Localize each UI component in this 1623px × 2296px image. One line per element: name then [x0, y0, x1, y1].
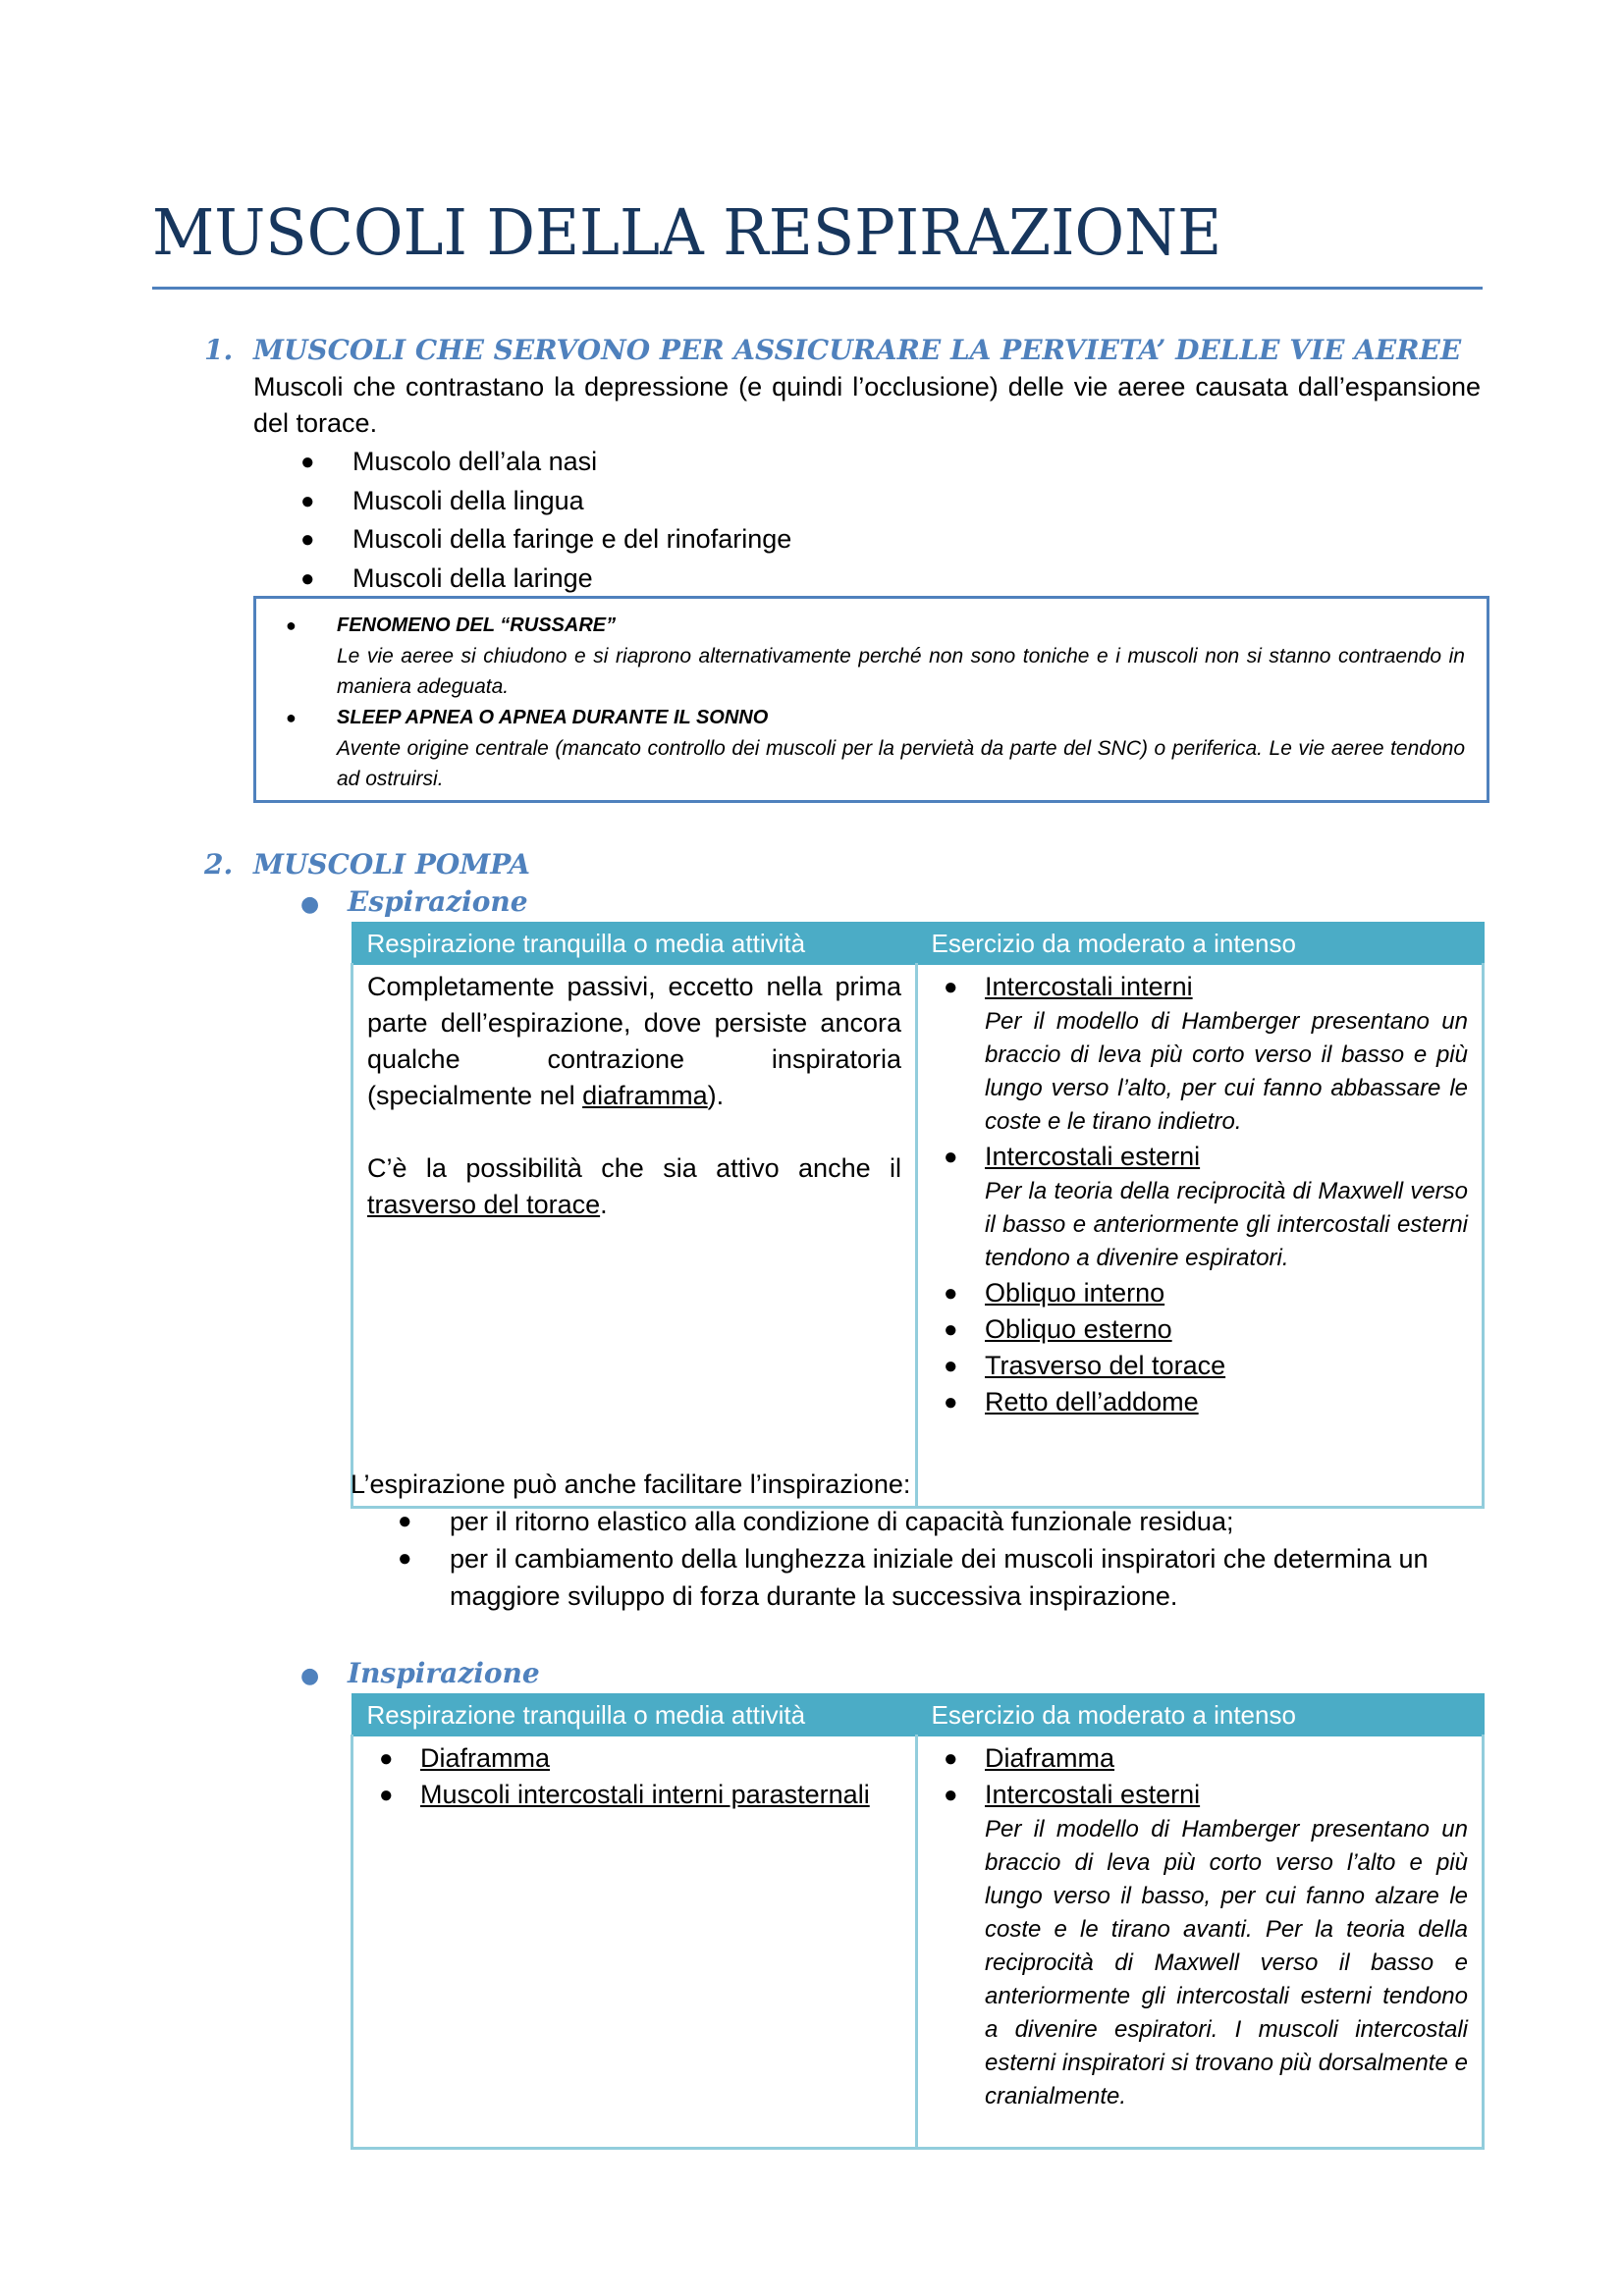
info-box [253, 596, 1489, 803]
bullet-icon: ● [944, 1353, 958, 1379]
box-item-text: Avente origine centrale (mancato controllo dei muscoli per la pervietà da parte del SNC) o periferica. Le vie aeree tendono ad ostruirsi. [337, 737, 1465, 790]
list-item: ● Muscolo dell’ala nasi [300, 443, 1184, 482]
box-item-text: Le vie aeree si chiudono e si riaprono alternativamente perché non sono toniche e i muscoli non si stanno contraendo in maniera adeguata. [337, 645, 1465, 698]
box-item-heading: FENOMENO DEL “RUSSARE” [337, 614, 617, 636]
list-item: ● Diaframma [367, 1740, 901, 1777]
list-item: ● per il cambiamento della lunghezza iniziale dei muscoli inspiratori che determina un maggiore sviluppo di forza durante la successiva inspirazione. [398, 1540, 1483, 1615]
table-header-quiet: Respirazione tranquilla o media attività [352, 1694, 917, 1735]
box-item-heading: SLEEP APNEA O APNEA DURANTE IL SONNO [337, 707, 769, 728]
bullet-icon: ● [379, 1745, 394, 1772]
bullet-icon: ● [379, 1782, 394, 1808]
espirazione-follow-text: L’espirazione può anche facilitare l’inspirazione: [351, 1469, 911, 1499]
bullet-icon: ● [944, 1389, 958, 1415]
inspirazione-quiet-cell [352, 1735, 917, 2148]
section1-number: 1. [204, 334, 234, 366]
bullet-icon: ● [286, 708, 297, 727]
bullet-icon: ● [944, 1280, 958, 1307]
espirazione-follow-list [398, 1503, 1483, 1615]
section1-title: MUSCOLI CHE SERVONO PER ASSICURARE LA PERVIETA’ DELLE VIE AEREE [253, 334, 1462, 366]
list-item: ● Intercostali interni Per il modello di Hamberger presentano un braccio di leva più corto verso il basso e più lungo verso l’alto, per cui fanno abbassare le coste e le tirano indietro. [932, 969, 1468, 1139]
bullet-icon: ● [944, 1316, 958, 1343]
bullet-icon: ● [944, 1782, 958, 1808]
list-item: ● Muscoli della faringe e del rinofaringe [300, 520, 1184, 560]
bullet-icon: ● [300, 1663, 320, 1688]
section2-title: MUSCOLI POMPA [253, 848, 531, 881]
bullet-icon: ● [300, 564, 315, 592]
section1-list [300, 443, 1184, 598]
bullet-icon: ● [300, 526, 315, 553]
bullet-icon: ● [398, 1508, 412, 1534]
bullet-icon: ● [300, 449, 315, 475]
bullet-icon: ● [944, 974, 958, 1000]
box-item-snoring [286, 611, 1465, 702]
inspirazione-heading: ● Inspirazione [300, 1657, 540, 1689]
page-title: MUSCOLI DELLA RESPIRAZIONE [152, 196, 1222, 270]
bullet-icon: ● [944, 1745, 958, 1772]
inspirazione-exercise-list [932, 1740, 1468, 2113]
espirazione-quiet-cell [352, 964, 917, 1507]
bullet-icon: ● [300, 487, 315, 514]
list-item: ● Diaframma [932, 1740, 1468, 1777]
list-item: ● Intercostali esterni Per la teoria della reciprocità di Maxwell verso il basso e anteriormente gli intercostali esterni tendono a divenire espiratori. [932, 1139, 1468, 1275]
list-item: ● Trasverso del torace [932, 1348, 1468, 1384]
list-item: ● Intercostali esterni Per il modello di Hamberger presentano un braccio di leva più corto verso l’alto e più lungo verso il basso, per cui fanno alzare le coste e le tirano avanti. Per la teoria della reciprocità di Maxwell verso il basso e anteriormente gli intercostali esterni tendono a divenire espiratori. I muscoli intercostali esterni inspiratori si trovano più dorsalmente e cranialmente. [932, 1777, 1468, 2113]
section2-number: 2. [204, 848, 234, 881]
list-item: ● Retto dell’addome [932, 1384, 1468, 1420]
espirazione-exercise-cell [917, 964, 1484, 1507]
trasverso-link: trasverso del torace [367, 1190, 601, 1219]
list-item: ● Obliquo interno [932, 1275, 1468, 1311]
inspirazione-quiet-list [367, 1740, 901, 1813]
section1-heading [204, 334, 1461, 366]
diaframma-link: diaframma [582, 1081, 708, 1110]
espirazione-heading: ● Espirazione [300, 885, 528, 918]
table-header-exercise: Esercizio da moderato a intenso [917, 923, 1484, 964]
table-header-exercise: Esercizio da moderato a intenso [917, 1694, 1484, 1735]
list-item: ● Muscoli della laringe [300, 560, 1184, 599]
list-item: ● per il ritorno elastico alla condizione di capacità funzionale residua; [398, 1503, 1483, 1540]
title-divider [152, 287, 1483, 290]
espirazione-table [351, 922, 1485, 1509]
list-item: ● Muscoli intercostali interni parasternali [367, 1777, 901, 1813]
box-item-sleep-apnea [286, 703, 1465, 794]
bullet-icon: ● [286, 615, 297, 635]
section2-heading [204, 848, 530, 881]
bullet-icon: ● [300, 891, 320, 917]
espirazione-quiet-p1: Completamente passivi, eccetto nella prima parte dell’espirazione, dove persiste ancora qualche contrazione inspiratoria (specialmente nel diaframma). [367, 972, 901, 1110]
table-header-quiet: Respirazione tranquilla o media attività [352, 923, 917, 964]
section1-intro: Muscoli che contrastano la depressione (e quindi l’occlusione) delle vie aeree causata dall’espansione del torace. [253, 372, 1481, 438]
bullet-icon: ● [398, 1545, 412, 1572]
inspirazione-table [351, 1693, 1485, 2150]
list-item: ● Obliquo esterno [932, 1311, 1468, 1348]
inspirazione-exercise-cell [917, 1735, 1484, 2148]
espirazione-quiet-p2: C’è la possibilità che sia attivo anche il trasverso del torace. [367, 1153, 901, 1219]
list-item: ● Muscoli della lingua [300, 482, 1184, 521]
bullet-icon: ● [944, 1144, 958, 1170]
espirazione-exercise-list [932, 969, 1468, 1420]
